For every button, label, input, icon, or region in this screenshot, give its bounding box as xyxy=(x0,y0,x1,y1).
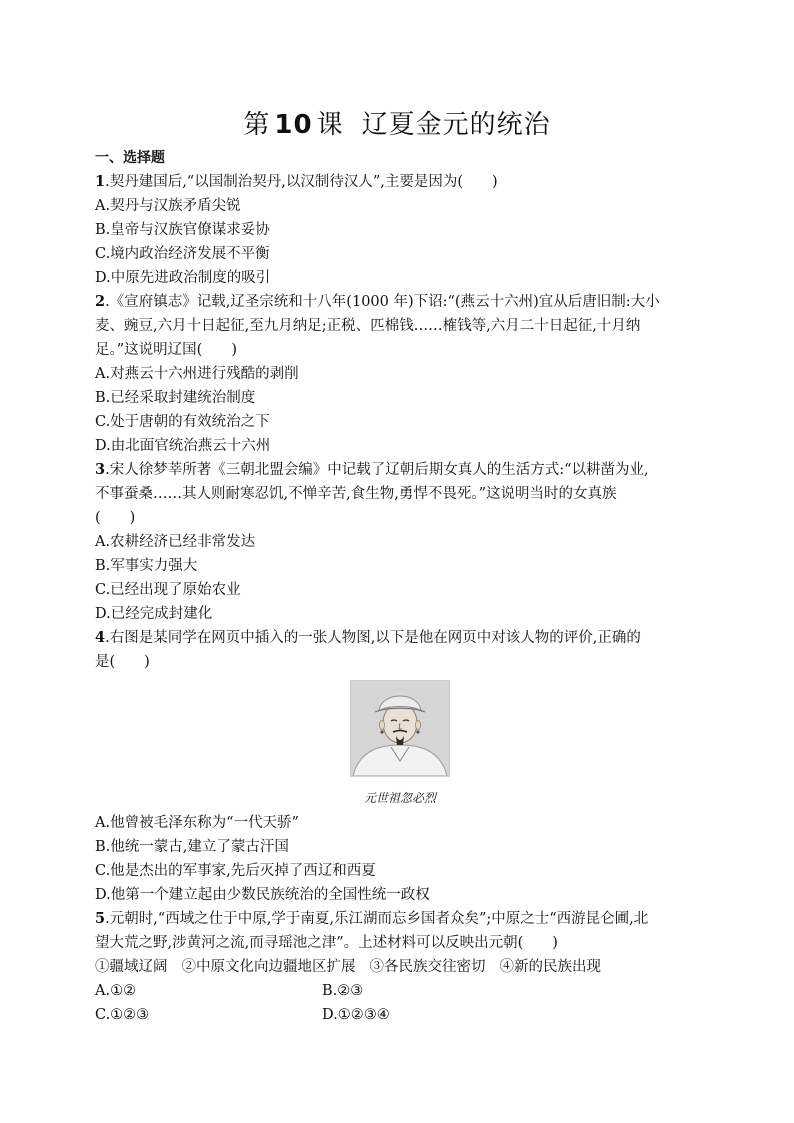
title-number: 10 xyxy=(274,110,313,140)
option-d: D.①②③④ xyxy=(322,1007,390,1023)
statement-list xyxy=(95,955,705,979)
option-d: D.由北面官统治燕云十六州 xyxy=(95,438,271,454)
question-number: 4 xyxy=(95,629,106,646)
option-c: C.①②③ xyxy=(95,1007,150,1023)
portrait-figure xyxy=(95,680,705,809)
statement-item: ④新的民族出现 xyxy=(499,959,601,975)
section-heading: 一、选择题 xyxy=(95,150,165,166)
question-stem-line: .元朝时,“西域之仕于中原,学于南夏,乐江湖而忘乡国者众矣”;中原之士“西游昆仑圃,北 xyxy=(105,911,649,927)
question-5 xyxy=(95,907,705,1027)
option-a: A.对燕云十六州进行残酷的剥削 xyxy=(95,366,299,382)
question-stem-line: .右图是某同学在网页中插入的一张人物图,以下是他在网页中对该人物的评价,正确的 xyxy=(105,630,641,646)
question-stem-line: 是( ) xyxy=(95,654,150,670)
option-b: B.军事实力强大 xyxy=(95,558,198,574)
question-list xyxy=(95,146,705,1027)
portrait-caption: 元世祖忽必烈 xyxy=(363,791,436,805)
option-b: B.他统一蒙古,建立了蒙古汗国 xyxy=(95,839,289,855)
question-3 xyxy=(95,458,705,626)
question-1 xyxy=(95,170,705,290)
option-a: A.他曾被毛泽东称为“一代天骄” xyxy=(95,815,299,831)
option-c: C.处于唐朝的有效统治之下 xyxy=(95,414,270,430)
option-b: B.皇帝与汉族官僚谋求妥协 xyxy=(95,222,270,238)
page-title xyxy=(0,104,794,141)
question-number: 2 xyxy=(95,293,106,310)
options-row xyxy=(95,979,705,1003)
title-name: 辽夏金元的统治 xyxy=(361,110,551,140)
emperor-portrait-image xyxy=(350,680,450,777)
option-c: C.他是杰出的军事家,先后灭掉了西辽和西夏 xyxy=(95,863,376,879)
question-stem-line: .宋人徐梦莘所著《三朝北盟会编》中记载了辽朝后期女真人的生活方式:“以耕凿为业, xyxy=(105,462,649,478)
option-a: A.①② xyxy=(95,983,137,999)
question-4 xyxy=(95,626,705,907)
statement-item: ①疆域辽阔 xyxy=(95,959,168,975)
option-d: D.已经完成封建化 xyxy=(95,606,213,622)
option-b: B.已经采取封建统治制度 xyxy=(95,390,256,406)
title-prefix: 第 xyxy=(243,110,271,140)
option-c: C.已经出现了原始农业 xyxy=(95,582,241,598)
option-b: B.②③ xyxy=(322,983,364,999)
option-d: D.他第一个建立起由少数民族统治的全国性统一政权 xyxy=(95,887,430,903)
options-row xyxy=(95,1003,705,1027)
title-suffix: 课 xyxy=(316,110,344,140)
question-stem-line: 不事蚕桑……其人则耐寒忍饥,不惮辛苦,食生物,勇悍不畏死。”这说明当时的女真族 xyxy=(95,486,617,502)
option-c: C.境内政治经济发展不平衡 xyxy=(95,246,270,262)
question-stem-line: 足。”这说明辽国( ) xyxy=(95,342,237,358)
question-number: 1 xyxy=(95,173,106,190)
question-number: 5 xyxy=(95,910,106,927)
portrait-illustration xyxy=(351,681,449,776)
question-stem: .契丹建国后,“以国制治契丹,以汉制待汉人”,主要是因为( ) xyxy=(105,174,498,190)
option-a: A.契丹与汉族矛盾尖锐 xyxy=(95,198,241,214)
question-stem-line: 麦、豌豆,六月十日起征,至九月纳足;正税、匹棉钱……榷钱等,六月二十日起征,十月纳 xyxy=(95,318,641,334)
question-stem-line: 望大荒之野,涉黄河之流,而寻瑶池之津”。上述材料可以反映出元朝( ) xyxy=(95,935,558,951)
question-number: 3 xyxy=(95,461,106,478)
statement-item: ③各民族交往密切 xyxy=(369,959,486,975)
option-d: D.中原先进政治制度的吸引 xyxy=(95,270,271,286)
question-stem-line: ( ) xyxy=(95,510,136,526)
question-2 xyxy=(95,290,705,458)
question-stem-line: .《宣府镇志》记载,辽圣宗统和十八年(1000 年)下诏:“(燕云十六州)宜从后唐旧制:大小 xyxy=(105,294,660,310)
option-a: A.农耕经济已经非常发达 xyxy=(95,534,256,550)
statement-item: ②中原文化向边疆地区扩展 xyxy=(181,959,356,975)
